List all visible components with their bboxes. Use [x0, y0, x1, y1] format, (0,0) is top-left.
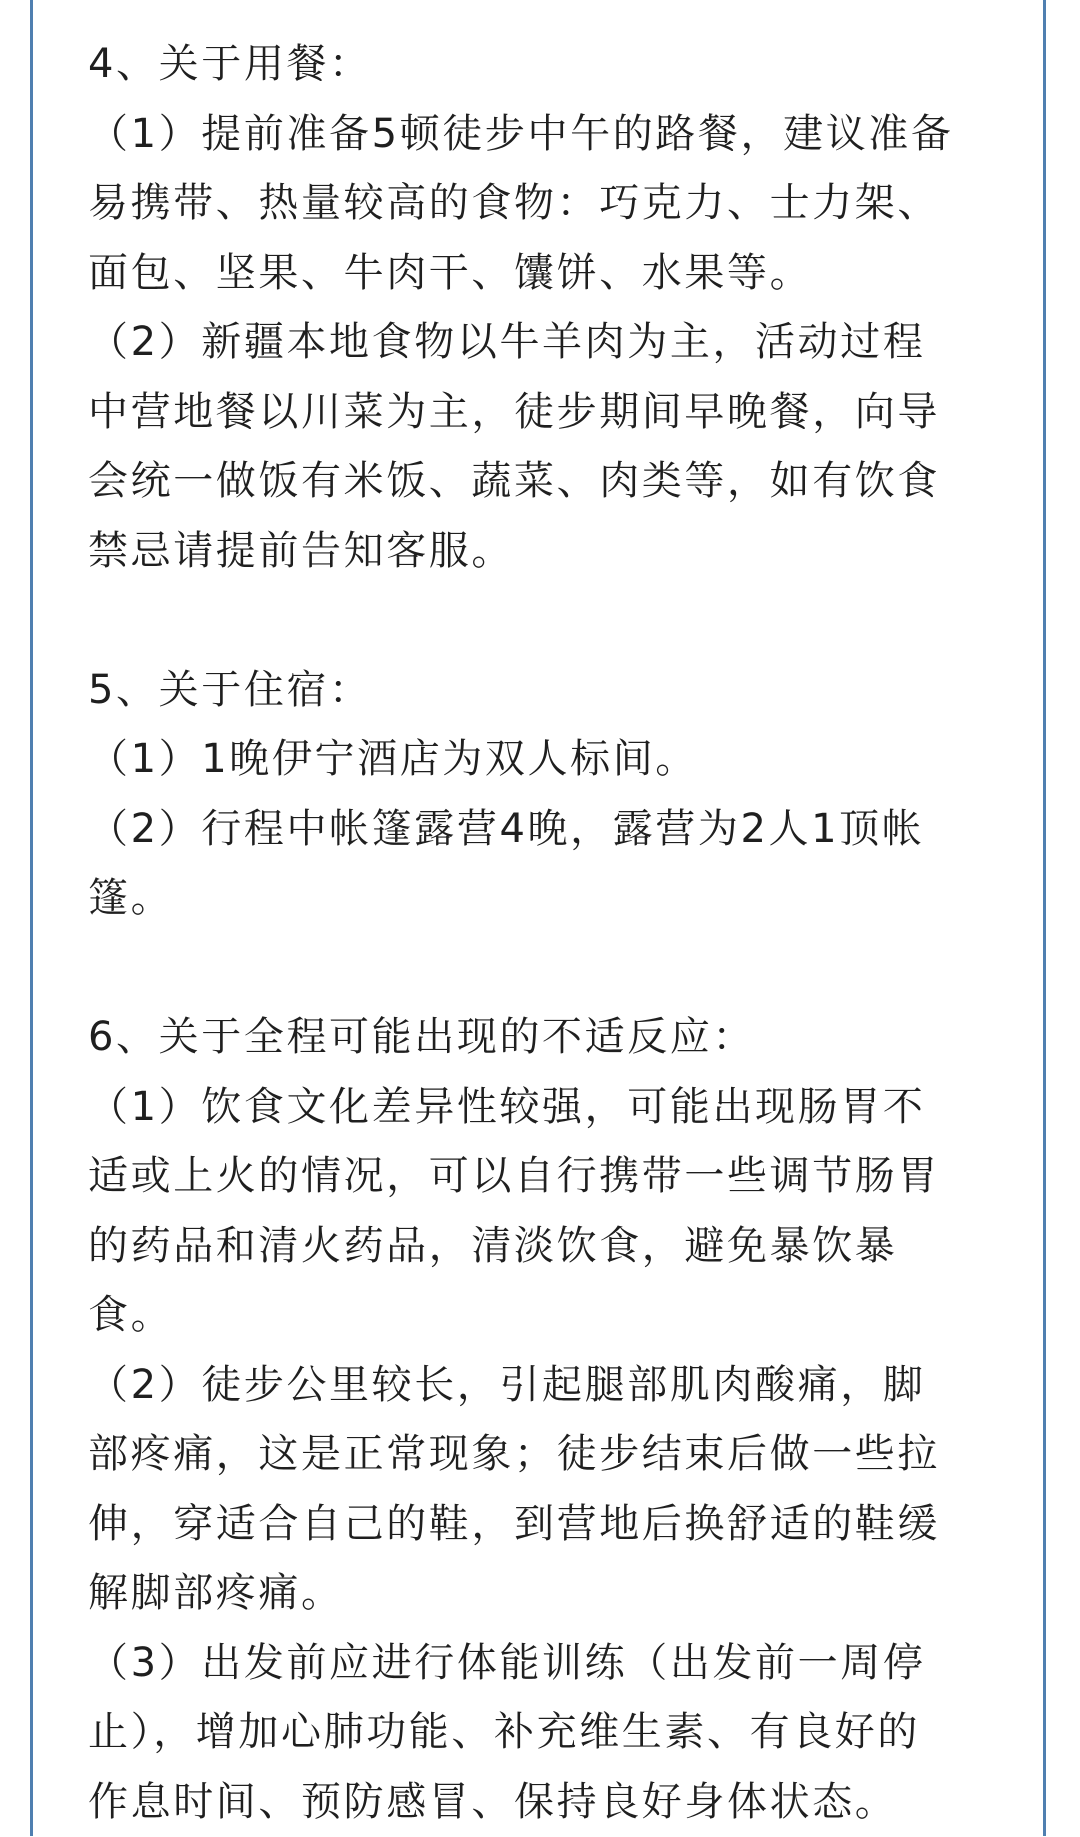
text-line: （1）1晚伊宁酒店为双人标间。	[88, 725, 992, 795]
text-line: 禁忌请提前告知客服。	[88, 517, 992, 587]
text-line: 会统一做饭有米饭、蔬菜、肉类等，如有饮食	[88, 447, 992, 517]
text-line: （1）提前准备5顿徒步中午的路餐，建议准备	[88, 100, 992, 170]
section-heading: 4、关于用餐：	[88, 30, 992, 100]
text-line: （2）新疆本地食物以牛羊肉为主，活动过程	[88, 308, 992, 378]
text-line: 食。	[88, 1281, 992, 1351]
text-line: 易携带、热量较高的食物：巧克力、士力架、	[88, 169, 992, 239]
text-line: 适或上火的情况，可以自行携带一些调节肠胃	[88, 1142, 992, 1212]
section-heading: 5、关于住宿：	[88, 656, 992, 726]
text-line: 伸，穿适合自己的鞋，到营地后换舒适的鞋缓	[88, 1490, 992, 1560]
text-line: （3）出发前应进行体能训练（出发前一周停	[88, 1629, 992, 1699]
section-meals	[88, 30, 992, 586]
section-discomfort	[88, 1003, 992, 1837]
text-line: （2）徒步公里较长，引起腿部肌肉酸痛，脚	[88, 1351, 992, 1421]
text-line: 止），增加心肺功能、补充维生素、有良好的	[88, 1698, 992, 1768]
text-line: 篷。	[88, 864, 992, 934]
text-line: 作息时间、预防感冒、保持良好身体状态。	[88, 1768, 992, 1837]
text-line: 的药品和清火药品，清淡饮食，避免暴饮暴	[88, 1212, 992, 1282]
document-body	[88, 30, 992, 1837]
text-line: 面包、坚果、牛肉干、馕饼、水果等。	[88, 239, 992, 309]
text-line: 解脚部疼痛。	[88, 1559, 992, 1629]
section-spacer	[88, 586, 992, 656]
section-spacer	[88, 934, 992, 1004]
text-line: 中营地餐以川菜为主，徒步期间早晚餐，向导	[88, 378, 992, 448]
section-accommodation	[88, 656, 992, 934]
text-line: （1）饮食文化差异性较强，可能出现肠胃不	[88, 1073, 992, 1143]
section-heading: 6、关于全程可能出现的不适反应：	[88, 1003, 992, 1073]
text-line: （2）行程中帐篷露营4晚，露营为2人1顶帐	[88, 795, 992, 865]
text-line: 部疼痛，这是正常现象；徒步结束后做一些拉	[88, 1420, 992, 1490]
